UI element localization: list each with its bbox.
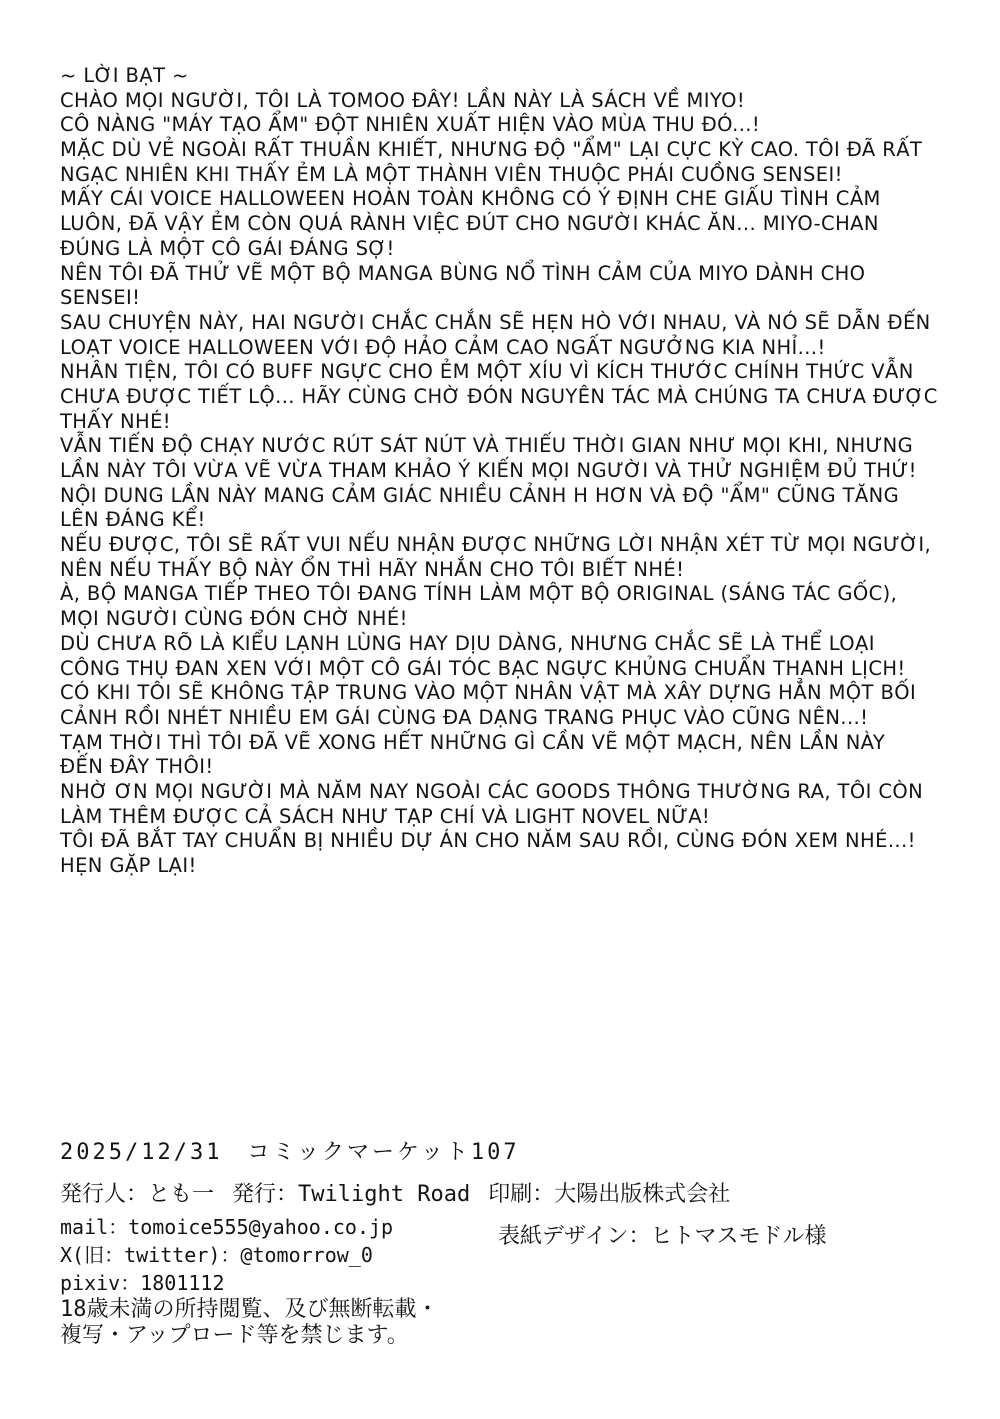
afterword-line: NGẠC NHIÊN KHI THẤY ẺM LÀ MỘT THÀNH VIÊN THUỘC PHÁI CUỒNG SENSEI! xyxy=(60,162,843,186)
afterword-line: MẤY CÁI VOICE HALLOWEEN HOÀN TOÀN KHÔNG CÓ Ý ĐỊNH CHE GIẤU TÌNH CẢM xyxy=(60,187,881,211)
afterword-line: NÊN TÔI ĐÃ THỬ VẼ MỘT BỘ MANGA BÙNG NỔ TÌNH CẢM CỦA MIYO DÀNH CHO xyxy=(60,261,866,285)
afterword-line: À, BỘ MANGA TIẾP THEO TÔI ĐANG TÍNH LÀM MỘT BỘ ORIGINAL (SÁNG TÁC GỐC), xyxy=(60,582,898,606)
afterword-line: THẤY NHÉ! xyxy=(60,409,172,433)
afterword-line: CẢNH RỒI NHÉT NHIỀU EM GÁI CÙNG ĐA DẠNG TRANG PHỤC VÀO CŨNG NÊN...! xyxy=(60,705,869,729)
pixiv-id: pixiv：1801112 xyxy=(60,1271,225,1295)
afterword-line: SENSEI! xyxy=(60,286,141,310)
afterword-line: LOẠT VOICE HALLOWEEN VỚI ĐỘ HẢO CẢM CAO NGẤT NGƯỞNG KIA NHỈ...! xyxy=(60,335,826,359)
afterword-line: LẦN NÀY TÔI VỪA VẼ VỪA THAM KHẢO Ý KIẾN MỌI NGƯỜI VÀ THỬ NGHIỆM ĐỦ THỨ! xyxy=(60,459,917,482)
afterword-line: CHÀO MỌI NGƯỜI, TÔI LÀ TOMOO ĐÂY! LẦN NÀY LÀ SÁCH VỀ MIYO! xyxy=(60,88,746,112)
printer-credit: 印刷：大陽出版株式会社 xyxy=(488,1182,731,1207)
twitter-handle: X(旧：twitter)：@tomorrow_0 xyxy=(60,1243,373,1267)
afterword-line: NHÂN TIỆN, TÔI CÓ BUFF NGỰC CHO ẺM MỘT XÍU VÌ KÍCH THƯỚC CHÍNH THỨC VẪN xyxy=(60,360,914,384)
afterword-line: LUÔN, ĐÃ VẬY ẺM CÒN QUÁ RÀNH VIỆC ĐÚT CHO NGƯỜI KHÁC ĂN... MIYO-CHAN xyxy=(60,212,879,236)
afterword-line: MỌI NGƯỜI CÙNG ĐÓN CHỜ NHÉ! xyxy=(60,607,408,631)
afterword-line: CHƯA ĐƯỢC TIẾT LỘ... HÃY CÙNG CHỜ ĐÓN NGUYÊN TÁC MÀ CHÚNG TA CHƯA ĐƯỢC xyxy=(60,384,938,408)
afterword-closing: HẸN GẶP LẠI! xyxy=(60,854,197,877)
event-date: 2025/12/31 コミックマーケット107 xyxy=(60,1140,520,1165)
afterword-line: NẾU ĐƯỢC, TÔI SẼ RẤT VUI NẾU NHẬN ĐƯỢC NHỮNG LỜI NHẬN XÉT TỪ MỌI NGƯỜI, xyxy=(60,533,932,557)
age-restriction-notice: 18歳未満の所持閲覧、及び無断転載・ xyxy=(60,1297,439,1322)
publication-credits xyxy=(60,1182,730,1208)
afterword-line: NỘI DUNG LẦN NÀY MANG CẢM GIÁC NHIỀU CẢNH H HƠN VÀ ĐỘ "ẨM" CŨNG TĂNG xyxy=(60,483,900,507)
afterword-line: NÊN NẾU THẤY BỘ NÀY ỔN THÌ HÃY NHẮN CHO TÔI BIẾT NHÉ! xyxy=(60,557,685,581)
afterword-line: ĐÚNG LÀ MỘT CÔ GÁI ĐÁNG SỢ! xyxy=(60,236,395,260)
afterword-line: NHỜ ƠN MỌI NGƯỜI MÀ NĂM NAY NGOÀI CÁC GOODS THÔNG THƯỜNG RA, TÔI CÒN xyxy=(60,779,924,803)
author-credit: 発行人：とも一 xyxy=(60,1182,215,1207)
afterword-line: ĐẾN ĐÂY THÔI! xyxy=(60,755,214,779)
copy-restriction-notice: 複写・アップロード等を禁じます。 xyxy=(60,1323,409,1348)
publisher-credit: 発行：Twilight Road xyxy=(232,1182,471,1207)
afterword-line: TẠM THỜI THÌ TÔI ĐÃ VẼ XONG HẾT NHỮNG GÌ CẦN VẼ MỘT MẠCH, NÊN LẦN NÀY xyxy=(60,730,886,754)
afterword-line: SAU CHUYỆN NÀY, HAI NGƯỜI CHẮC CHẮN SẼ HẸN HÒ VỚI NHAU, VÀ NÓ SẼ DẪN ĐẾN xyxy=(60,310,931,334)
afterword-line: MẶC DÙ VẺ NGOÀI RẤT THUẦN KHIẾT, NHƯNG ĐỘ "ẨM" LẠI CỰC KỲ CAO. TÔI ĐÃ RẤT xyxy=(60,138,923,162)
contact-email: mail：tomoice555@yahoo.co.jp xyxy=(60,1215,394,1239)
afterword-line: TÔI ĐÃ BẮT TAY CHUẨN BỊ NHIỀU DỰ ÁN CHO NĂM SAU RỒI, CÙNG ĐÓN XEM NHÉ...! xyxy=(60,829,916,853)
afterword-line: VẪN TIẾN ĐỘ CHẠY NƯỚC RÚT SÁT NÚT VÀ THIẾU THỜI GIAN NHƯ MỌI KHI, NHƯNG xyxy=(60,434,914,458)
afterword-line: CÔNG THỤ ĐAN XEN VỚI MỘT CÔ GÁI TÓC BẠC NGỰC KHỦNG CHUẨN THANH LỊCH! xyxy=(60,656,906,680)
afterword-line: CÔ NÀNG "MÁY TẠO ẨM" ĐỘT NHIÊN XUẤT HIỆN VÀO MÙA THU ĐÓ...! xyxy=(60,113,761,137)
afterword-line: LÀM THÊM ĐƯỢC CẢ SÁCH NHƯ TẠP CHÍ VÀ LIGHT NOVEL NỮA! xyxy=(60,804,711,828)
afterword-line: DÙ CHƯA RÕ LÀ KIỂU LẠNH LÙNG HAY DỊU DÀNG, NHƯNG CHẮC SẼ LÀ THỂ LOẠI xyxy=(60,631,875,655)
afterword-line: CÓ KHI TÔI SẼ KHÔNG TẬP TRUNG VÀO MỘT NHÂN VẬT MÀ XÂY DỰNG HẲN MỘT BỐI xyxy=(60,681,917,705)
afterword-line: LÊN ĐÁNG KỂ! xyxy=(60,508,206,532)
cover-design-credit: 表紙デザイン：ヒトマスモドル様 xyxy=(498,1224,827,1249)
afterword-title: ~ LỜI BẠT ~ xyxy=(60,64,189,87)
afterword-text xyxy=(60,64,960,879)
